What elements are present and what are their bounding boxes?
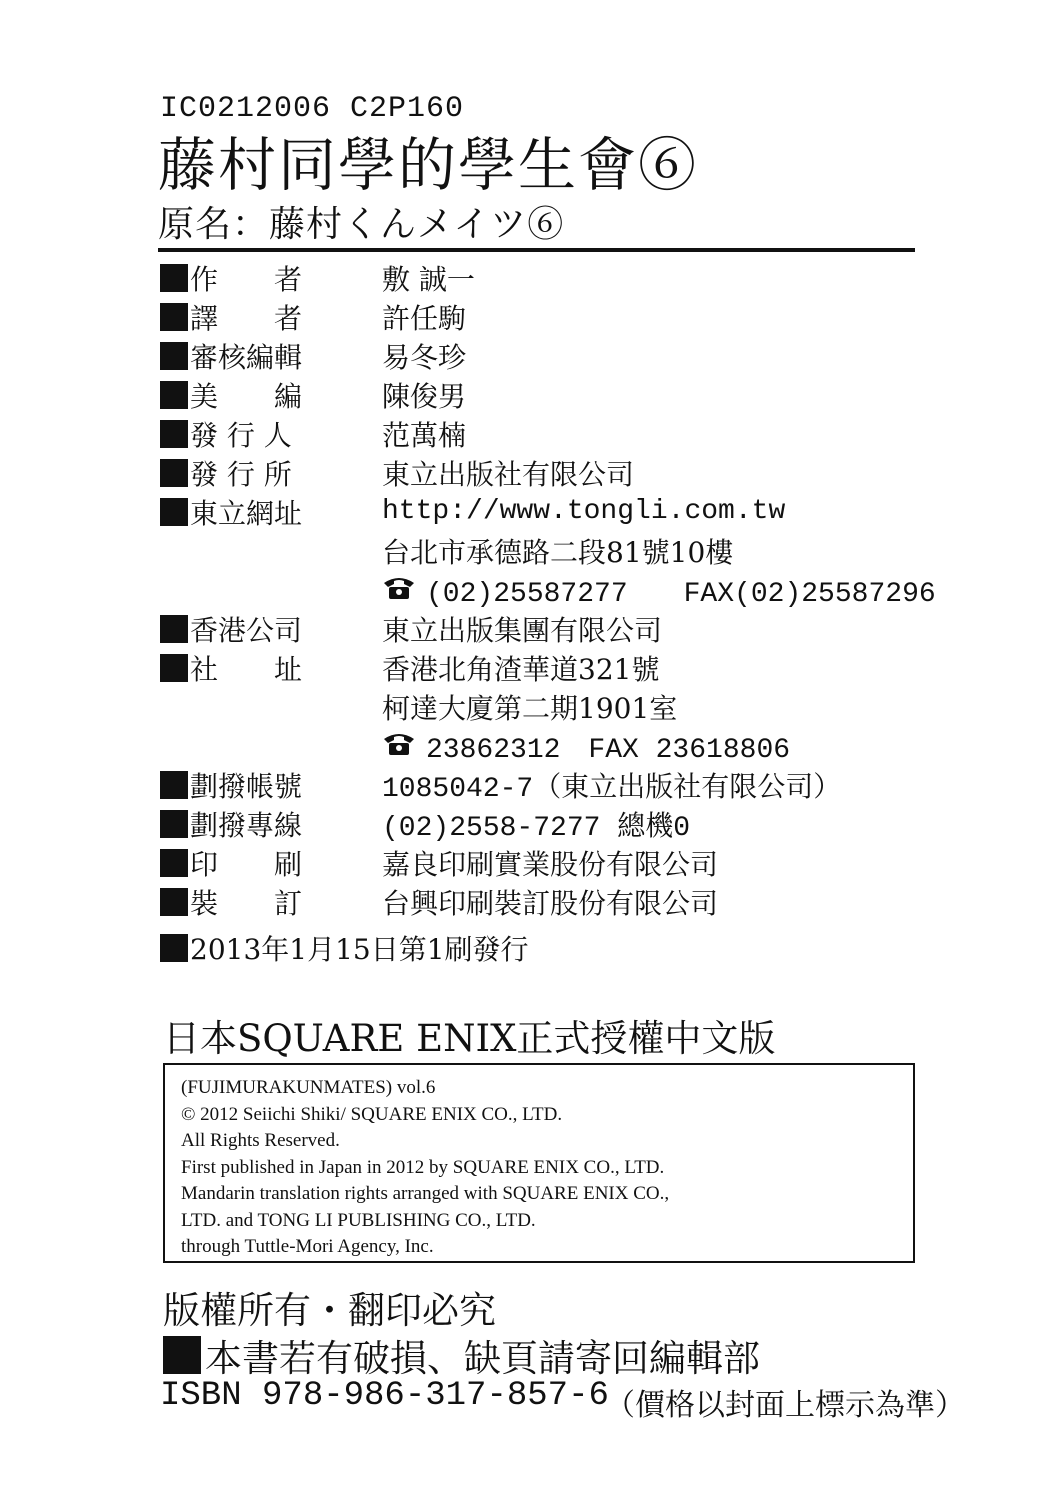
credit-row <box>160 882 936 921</box>
divider-rule <box>158 248 915 252</box>
bullet-square-icon <box>160 654 188 682</box>
credit-value-cell <box>382 726 790 766</box>
credit-label-cell <box>160 804 382 844</box>
credit-value: 台北市承德路二段81號10樓 <box>382 535 734 569</box>
credit-label: 發 行 所 <box>190 457 292 491</box>
credit-value: 1085042-7（東立出版社有限公司） <box>382 773 842 805</box>
credit-row <box>160 375 936 414</box>
credit-label: 劃撥專線 <box>190 808 303 842</box>
credit-row <box>160 297 936 336</box>
credit-row <box>160 570 936 609</box>
original-title: 原名：藤村くんメイツ⑥ <box>158 204 565 245</box>
bullet-square-icon <box>163 1336 201 1374</box>
copyright-line: First published in Japan in 2012 by SQUARE ENIX CO., LTD. <box>181 1156 665 1178</box>
product-code: IC0212006 C2P160 <box>160 92 465 126</box>
credit-row <box>160 336 936 375</box>
credit-row <box>160 687 936 726</box>
credit-value-cell <box>382 687 677 727</box>
copyright-box <box>163 1063 915 1263</box>
bullet-square-icon <box>160 888 188 916</box>
bullet-square-icon <box>160 303 188 331</box>
credit-row <box>160 258 936 297</box>
credit-value: 敷 誠一 <box>382 262 475 296</box>
credit-label: 劃撥帳號 <box>190 769 303 803</box>
credit-row <box>160 648 936 687</box>
credit-label-cell <box>160 336 382 376</box>
bullet-square-icon <box>160 810 188 838</box>
copyright-line: LTD. and TONG LI PUBLISHING CO., LTD. <box>181 1209 536 1231</box>
credit-value: 柯達大廈第二期1901室 <box>382 691 678 725</box>
bullet-square-icon <box>160 459 188 487</box>
credit-value-cell <box>382 882 718 922</box>
credit-value: 東立出版集團有限公司 <box>382 613 663 647</box>
credit-label-cell <box>160 609 382 649</box>
credit-label: 香港公司 <box>190 613 303 647</box>
credit-label: 印 刷 <box>190 847 303 881</box>
license-line: 日本SQUARE ENIX正式授權中文版 <box>163 1017 776 1060</box>
damage-notice <box>163 1328 760 1382</box>
credit-label-cell <box>160 375 382 415</box>
credit-label: 譯 者 <box>190 301 303 335</box>
credit-label-cell <box>160 414 382 454</box>
credit-row <box>160 414 936 453</box>
bullet-square-icon <box>160 420 188 448</box>
credit-label: 東立網址 <box>190 496 303 530</box>
credit-value: 許任駒 <box>382 301 467 335</box>
credit-label-cell <box>160 258 382 298</box>
credit-row <box>160 492 936 531</box>
credit-label: 裝 訂 <box>190 886 303 920</box>
credit-label: 審核編輯 <box>190 340 303 374</box>
credit-label-cell <box>160 765 382 805</box>
credit-value-cell <box>382 258 475 298</box>
credit-label: 發 行 人 <box>190 418 292 452</box>
credit-label-cell <box>160 453 382 493</box>
credit-value: 台興印刷裝訂股份有限公司 <box>382 886 719 920</box>
credit-value: 范萬楠 <box>382 418 467 452</box>
credit-value: 香港北角渣華道321號 <box>382 652 660 686</box>
bullet-square-icon <box>160 498 188 526</box>
credit-row <box>160 765 936 804</box>
copyright-line: Mandarin translation rights arranged with SQUARE ENIX CO., <box>181 1183 670 1204</box>
credit-row <box>160 726 936 765</box>
credit-label-cell <box>160 648 382 688</box>
credit-label: 美 編 <box>190 379 303 413</box>
credits-list <box>160 258 936 921</box>
bullet-square-icon <box>160 264 188 292</box>
telephone-icon <box>382 731 416 766</box>
rights-reserved: 版權所有・翻印必究 <box>163 1289 496 1332</box>
credit-label-cell <box>160 492 382 532</box>
credit-value-cell <box>382 453 634 493</box>
credit-value: 嘉良印刷實業股份有限公司 <box>382 847 719 881</box>
credit-label: 社 址 <box>190 652 303 686</box>
bullet-square-icon <box>160 342 188 370</box>
bullet-square-icon <box>160 381 188 409</box>
credit-value: (02)25587277 FAX(02)25587296 <box>426 578 936 610</box>
credit-label-cell <box>160 843 382 883</box>
bullet-square-icon <box>160 849 188 877</box>
damage-notice-text: 本書若有破損、缺頁請寄回編輯部 <box>205 1337 760 1380</box>
credit-value-cell <box>382 496 785 527</box>
credit-row <box>160 609 936 648</box>
publish-date-text: 2013年1月15日第1刷發行 <box>190 933 529 966</box>
credit-label-cell <box>160 882 382 922</box>
price-note: （價格以封面上標示為準） <box>605 1388 965 1423</box>
credit-row <box>160 531 936 570</box>
credit-row <box>160 453 936 492</box>
credit-value-cell <box>382 843 718 883</box>
credit-value-cell <box>382 336 466 376</box>
copyright-line: All Rights Reserved. <box>181 1130 340 1151</box>
credit-value: 23862312 FAX 23618806 <box>426 734 791 766</box>
credit-value-cell <box>382 648 659 688</box>
credit-value-cell <box>382 297 466 337</box>
copyright-line: © 2012 Seiichi Shiki/ SQUARE ENIX CO., LTD. <box>181 1103 563 1125</box>
credit-value: 易冬珍 <box>382 340 467 374</box>
credit-row <box>160 804 936 843</box>
copyright-line: through Tuttle-Mori Agency, Inc. <box>181 1236 434 1257</box>
credit-row <box>160 843 936 882</box>
credit-value: http://www.tongli.com.tw <box>382 496 786 527</box>
credit-value-cell <box>382 765 841 805</box>
isbn: ISBN 978-986-317-857-6 <box>160 1377 609 1415</box>
credit-value: 東立出版社有限公司 <box>382 457 635 491</box>
credit-label: 作 者 <box>190 262 303 296</box>
book-title: 藤村同學的學生會⑥ <box>158 131 699 199</box>
credit-value: (02)2558-7277 總機0 <box>382 812 691 844</box>
credit-value: 陳俊男 <box>382 379 467 413</box>
copyright-line: (FUJIMURAKUNMATES) vol.6 <box>181 1077 436 1098</box>
bullet-square-icon <box>160 934 188 962</box>
telephone-icon <box>382 575 416 610</box>
credit-value-cell <box>382 609 662 649</box>
bullet-square-icon <box>160 615 188 643</box>
credit-label-cell <box>160 297 382 337</box>
credit-value-cell <box>382 531 733 571</box>
publish-date <box>160 928 529 968</box>
bullet-square-icon <box>160 771 188 799</box>
credit-value-cell <box>382 570 936 610</box>
credit-value-cell <box>382 414 466 454</box>
credit-value-cell <box>382 804 690 844</box>
credit-value-cell <box>382 375 466 415</box>
